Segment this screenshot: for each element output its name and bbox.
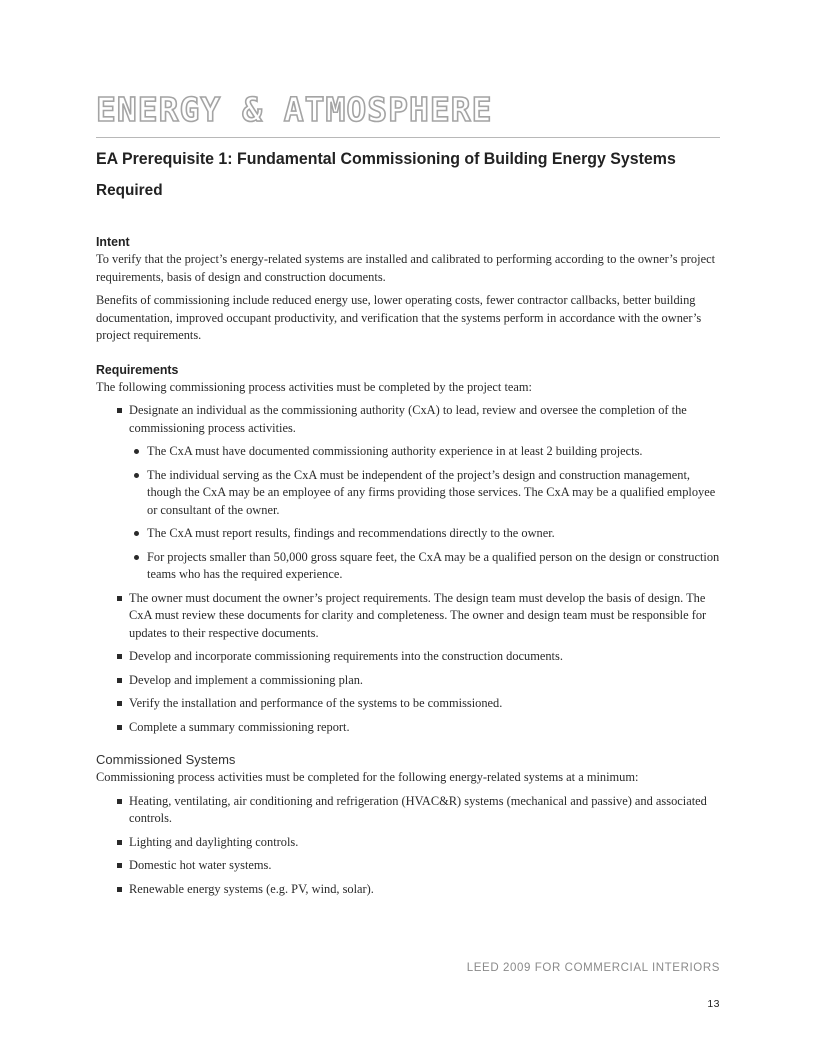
list-item: Heating, ventilating, air conditioning and refrigeration (HVAC&R) systems (mechanical and passive) and associated controls. (96, 793, 722, 828)
list-item: Develop and implement a commissioning plan. (96, 672, 722, 690)
prerequisite-title: EA Prerequisite 1: Fundamental Commissioning of Building Energy Systems (96, 150, 676, 168)
requirements-section (96, 361, 722, 737)
list-item (96, 402, 722, 584)
requirements-heading: Requirements (96, 361, 179, 377)
sub-list-item: The CxA must report results, findings and recommendations directly to the owner. (129, 525, 722, 543)
sub-list (129, 443, 722, 584)
sub-list-item: The individual serving as the CxA must be independent of the project’s design and construction management, though the CxA may be an employee of any firms providing those services. The CxA may be a qualified employee or consultant of the owner. (129, 467, 722, 520)
list-item: Domestic hot water systems. (96, 857, 722, 875)
intent-section (96, 233, 722, 345)
intent-paragraph: To verify that the project’s energy-related systems are installed and calibrated to performing according to the owner’s project requirements, basis of design and construction documents. (96, 252, 716, 284)
commissioned-systems-intro: Commissioning process activities must be completed for the following energy-related systems at a minimum: (96, 770, 639, 784)
list-item-text: Designate an individual as the commissioning authority (CxA) to lead, review and oversee the completion of the commissioning process activities. (129, 403, 687, 435)
page-number: 13 (707, 998, 720, 1010)
section-title: ENERGY & ATMOSPHERE (96, 90, 493, 129)
commissioned-systems-section (96, 751, 722, 898)
sub-list-item: The CxA must have documented commissioning authority experience in at least 2 building projects. (129, 443, 722, 461)
commissioned-systems-heading: Commissioned Systems (96, 752, 236, 767)
requirement-status: Required (96, 182, 163, 199)
body-content (96, 233, 722, 898)
list-item: Complete a summary commissioning report. (96, 719, 722, 737)
list-item: Develop and incorporate commissioning requirements into the construction documents. (96, 648, 722, 666)
list-item: Renewable energy systems (e.g. PV, wind, solar). (96, 881, 722, 899)
requirements-list (96, 402, 722, 736)
sub-list-item: For projects smaller than 50,000 gross square feet, the CxA may be a qualified person on the design or construction teams who has the required experience. (129, 549, 722, 584)
footer-publication: LEED 2009 FOR COMMERCIAL INTERIORS (466, 962, 720, 974)
requirements-intro: The following commissioning process activities must be completed by the project team: (96, 379, 532, 394)
list-item: Lighting and daylighting controls. (96, 834, 722, 852)
title-divider (96, 137, 720, 138)
systems-list (96, 793, 722, 899)
intent-heading: Intent (96, 234, 130, 249)
list-item: Verify the installation and performance of the systems to be commissioned. (96, 695, 722, 713)
list-item: The owner must document the owner’s project requirements. The design team must develop the basis of design. The CxA must review these documents for clarity and completeness. The owner and design team must be responsible for updates to their respective documents. (96, 590, 722, 643)
intent-paragraph: Benefits of commissioning include reduced energy use, lower operating costs, fewer contractor callbacks, better building documentation, improved occupant productivity, and verification that the systems perform in accordance with the owner’s project requirements. (96, 293, 702, 342)
